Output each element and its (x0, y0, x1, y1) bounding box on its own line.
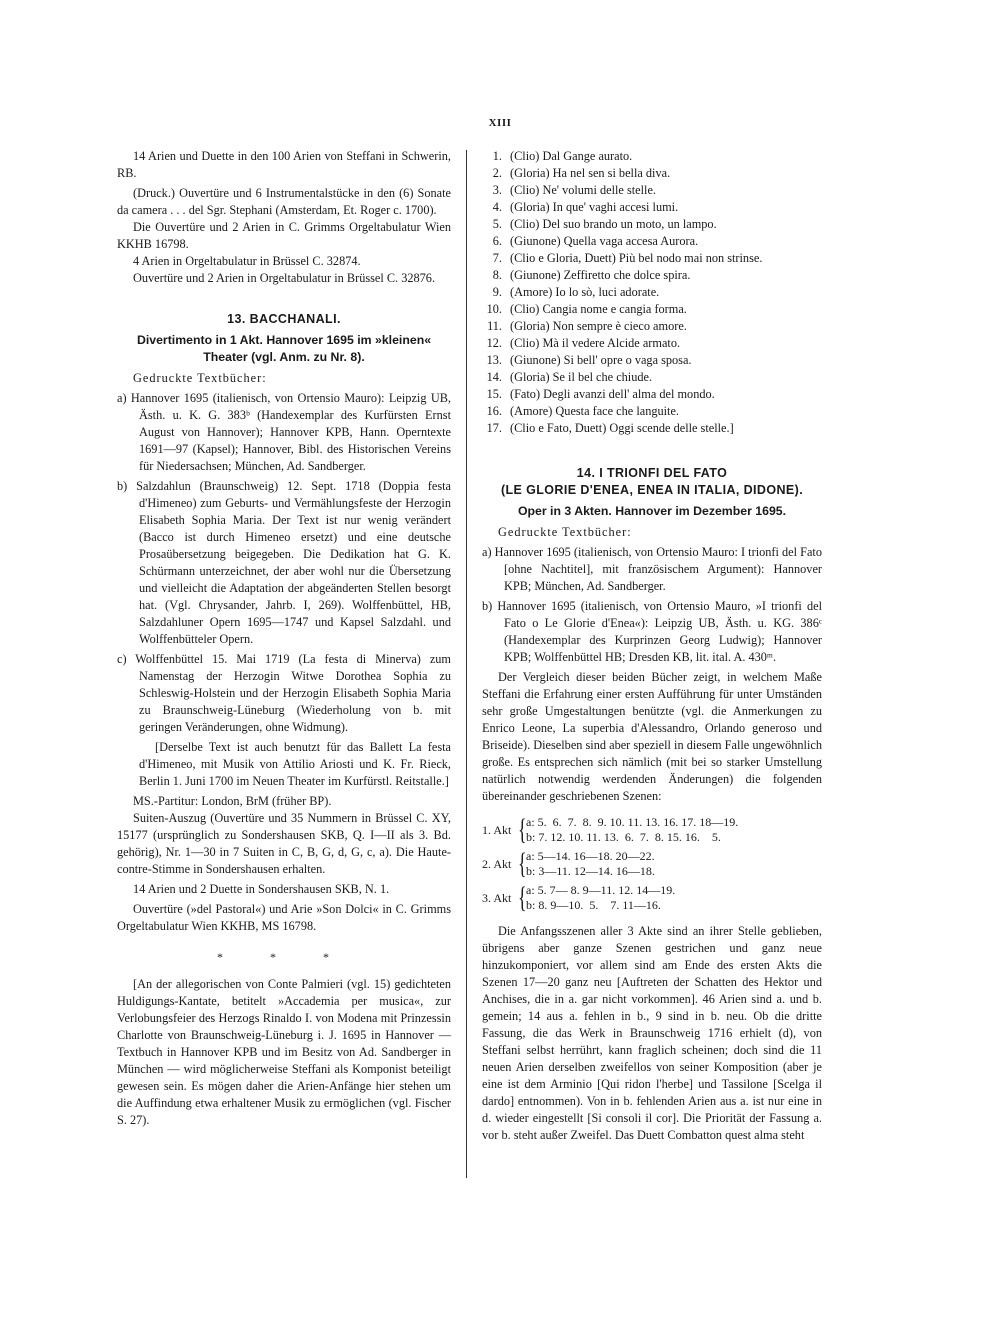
source-paragraph: Suiten-Auszug (Ouvertüre und 35 Nummern in Brüssel C. XY, 15177 (ursprünglich zu Sondershausen SKB, Q. I—II als 3. Bd. gehörig), Nr. 1—30 in 7 Suiten in C, B, G, d, G, c, a). Die Haute-contre-Stimme in Sondershausen erhalten. (117, 811, 451, 876)
cantata-note: [An der allegorischen von Conte Palmieri (vgl. 15) gedichteten Huldigungs-Kantate, betitelt »Accademia per musica«, zur Verlobungsfeier des Herzogs Rinaldo I. von Modena mit Prinzessin Charlotte von Braunschweig-Lüneburg i. J. 1695 in Hannover — Textbuch in Hannover KPB und im Besitz von Ad. Sandberger in München — wird möglicherweise Steffani als Komponist beteiligt gewesen sein. Es mögen daher die Arien-Anfänge hier stehen um die Auffindung etwa erhaltener Musik zu ermöglichen (vgl. Fischer S. 27). (117, 977, 451, 1127)
brace-icon: { (518, 813, 527, 846)
section-subheading: Oper in 3 Akten. Hannover im Dezember 1695. (517, 504, 787, 518)
act-label: 1. Akt (482, 822, 512, 837)
list-item: 3. (Clio) Ne' volumi delle stelle. (492, 183, 656, 197)
intro-paragraph: 4 Arien in Orgeltabulatur in Brüssel C. 32874. (133, 254, 361, 268)
scene-row-b: b: 3—11. 12—14. 16—18. (526, 864, 655, 878)
list-item: 7. (Clio e Gloria, Duett) Più bel nodo mai non strinse. (492, 251, 763, 265)
right-column (482, 148, 822, 1144)
brace-icon: { (518, 881, 527, 914)
act-row (482, 883, 822, 913)
intro-paragraph: 14 Arien und Duette in den 100 Arien von Steffani in Schwerin, RB. (117, 149, 451, 180)
source-paragraph: MS.-Partitur: London, BrM (früher BP). (133, 794, 332, 808)
scene-row-a: a: 5—14. 16—18. 20—22. (526, 849, 655, 863)
list-item: 16. (Amore) Questa face che languite. (486, 404, 679, 418)
intro-paragraph: (Druck.) Ouvertüre und 6 Instrumentalstücke in den (6) Sonate da camera . . . del Sgr. Stephani (Amsterdam, Et. Roger c. 1700). (117, 186, 451, 217)
source-paragraph: 14 Arien und 2 Duette in Sondershausen SKB, N. 1. (133, 882, 390, 896)
list-item: 1. (Clio) Dal Gange aurato. (492, 149, 633, 163)
act-row (482, 815, 822, 845)
body-paragraph: Die Anfangsszenen aller 3 Akte sind an ihrer Stelle geblieben, übrigens aber ganze Szenen gestrichen und ganz neue hinzukomponiert, vor allem sind am Ende des ersten Akts die Szenen 17—20 ganz neu [Auftreten der Schatten des Hektor und Anchises, die in a. gar nicht vorkommen]. 46 Arien sind a. und b. gemein; 14 aus a. fehlen in b., 9 sind in b. neu. Ob die dritte Fassung, die das Werk in Braunschweig 1716 erhielt (d), von Steffani selbst herrührt, kann fraglich scheinen; doch sind die 11 neuen Arien derselben zweifellos von seiner Komposition (aber je eine ist dem Arminio [Qui ridon l'herbe] und Tassilone [Scelga il dardo] entnommen). Von in b. fehlenden Arien aus a. ist nur eine in d. wieder eingestellt [Si consoli il cor]. Die Priorität der Fassung a. vor b. steht außer Zweifel. Das Duett Combatton quest alma steht (482, 924, 822, 1142)
left-column (117, 148, 451, 1129)
act-label: 3. Akt (482, 890, 512, 905)
libretto-entry: c) Wolffenbüttel 15. Mai 1719 (La festa di Minerva) zum Namenstag der Herzogin Witwe Dorothea Sophia zu Schleswig-Holstein und der Herzogin Elisabeth Sophia Maria zu Braunschweig-Lüneburg (Wiederholung von b. mit geringen Veränderungen, ohne Widmung). (117, 652, 451, 734)
list-item: 4. (Gloria) In que' vaghi accesi lumi. (492, 200, 679, 214)
aria-list (482, 148, 822, 437)
bracket-note: [Derselbe Text ist auch benutzt für das Ballett La festa d'Himeneo, mit Musik von Attilio Ariosti und K. Fr. Rieck, Berlin 1. Juni 1700 im Neuen Theater im Kurfürstl. Reitstalle.] (139, 740, 451, 788)
libretto-entry: b) Hannover 1695 (italienisch, von Ortensio Mauro, »I trionfi del Fato o Le Glorie d'Enea«): Leipzig UB, Ästh. u. KG. 386ᶜ (Handexemplar des Kurprinzen Georg Ludwig); Hannover KPB; Wolffenbüttel HB; Dresden KB, lit. ital. A. 430ᵐ. (482, 599, 822, 664)
list-item: 2. (Gloria) Ha nel sen si bella diva. (492, 166, 671, 180)
intro-paragraph: Die Ouvertüre und 2 Arien in C. Grimms Orgeltabulatur Wien KKHB 16798. (117, 220, 451, 251)
list-item: 15. (Fato) Degli avanzi dell' alma del mondo. (486, 387, 715, 401)
page-number: XIII (488, 117, 512, 129)
intro-paragraph: Ouvertüre und 2 Arien in Orgeltabulatur in Brüssel C. 32876. (133, 271, 436, 285)
act-label: 2. Akt (482, 856, 512, 871)
libretto-entry: b) Salzdahlun (Braunschweig) 12. Sept. 1718 (Doppia festa d'Himeneo) zum Geburts- und Vermählungsfeste der Herzogin Elisabeth Sophia Maria. Der Text ist nur wenig verändert (Bacco ist durch Himeneo ersetzt) und eine deutsche Prosaübersetzung beigegeben. Die Dedikation hat G. K. Schürmann unterzeichnet, der aber wohl nur die Übersetzung und vielleicht die Adaptation der abgeänderten Stellen besorgt hat. (Vgl. Chrysander, Jahrb. I, 269). Wolffenbüttel, HB, Salzdahluner Opern 1695—1747 und Kapsel Salzdahl. und Wolffenbütteler Opern. (117, 479, 451, 646)
scene-row-b: b: 7. 12. 10. 11. 13. 6. 7. 8. 15. 16. 5. (526, 830, 721, 844)
body-paragraph: Der Vergleich dieser beiden Bücher zeigt, in welchem Maße Steffani die Erfahrung einer ersten Aufführung für unter Umständen sehr große Umgestaltungen benützte (vgl. die Anmerkungen zu Enrico Leone, La superbia d'Alessandro, Orlando generoso und Briseide). Dieselben sind aber speziell in diesem Falle ungewöhnlich große. Es entsprechen sich nämlich (mit bei so starker Umstellung natürlich notwendig werdenden Änderungen) die folgenden übereinander geschriebenen Szenen: (482, 670, 822, 803)
list-item: 17. (Clio e Fato, Duett) Oggi scende delle stelle.] (486, 421, 734, 435)
section-heading: 14. I TRIONFI DEL FATO (576, 466, 728, 480)
list-item: 6. (Giunone) Quella vaga accesa Aurora. (492, 234, 699, 248)
libretto-entry: a) Hannover 1695 (italienisch, von Ortensio Mauro): Leipzig UB, Ästh. u. K. G. 383ᵇ (Handexemplar des Kurfürsten Ernst August von Hannover); Hannover KPB, Hann. Operntexte 1691—97 (Kapsel); Hannover, Bibl. des Historischen Vereins für Niedersachsen; München, Ad. Sandberger. (117, 391, 451, 473)
scene-row-a: a: 5. 6. 7. 8. 9. 10. 11. 13. 16. 17. 18—19. (526, 815, 739, 829)
printed-libretti-label: Gedruckte Textbücher: (133, 371, 267, 385)
list-item: 12. (Clio) Mà il vedere Alcide armato. (486, 336, 681, 350)
section-heading-subtitle: (LE GLORIE D'ENEA, ENEA IN ITALIA, DIDONE). (500, 483, 804, 497)
list-item: 5. (Clio) Del suo brando un moto, un lampo. (492, 217, 717, 231)
printed-libretti-label: Gedruckte Textbücher: (498, 525, 632, 539)
act-row (482, 849, 822, 879)
list-item: 8. (Giunone) Zeffiretto che dolce spira. (492, 268, 691, 282)
column-divider (466, 150, 467, 1178)
list-item: 13. (Giunone) Si bell' opre o vaga sposa. (486, 353, 692, 367)
scene-row-a: a: 5. 7— 8. 9—11. 12. 14—19. (526, 883, 676, 897)
section-separator: * * * (217, 950, 351, 964)
list-item: 14. (Gloria) Se il bel che chiude. (486, 370, 653, 384)
section-heading: 13. BACCHANALI. (227, 312, 341, 326)
list-item: 9. (Amore) Io lo sò, luci adorate. (492, 285, 660, 299)
source-paragraph: Ouvertüre (»del Pastoral«) und Arie »Son Dolci« in C. Grimms Orgeltabulatur Wien KKHB, MS 16798. (117, 902, 451, 933)
scene-row-b: b: 8. 9—10. 5. 7. 11—16. (526, 898, 661, 912)
list-item: 10. (Clio) Cangia nome e cangia forma. (486, 302, 687, 316)
scene-comparison-table (482, 815, 822, 913)
list-item: 11. (Gloria) Non sempre è cieco amore. (487, 319, 687, 333)
section-subheading: Divertimento in 1 Akt. Hannover 1695 im »kleinen« Theater (vgl. Anm. zu Nr. 8). (136, 333, 432, 364)
brace-icon: { (518, 847, 527, 880)
libretto-entry: a) Hannover 1695 (italienisch, von Ortensio Mauro: I trionfi del Fato [ohne Nachtitel], mit französischem Argument): Hannover KPB; München, Ad. Sandberger. (482, 545, 822, 593)
